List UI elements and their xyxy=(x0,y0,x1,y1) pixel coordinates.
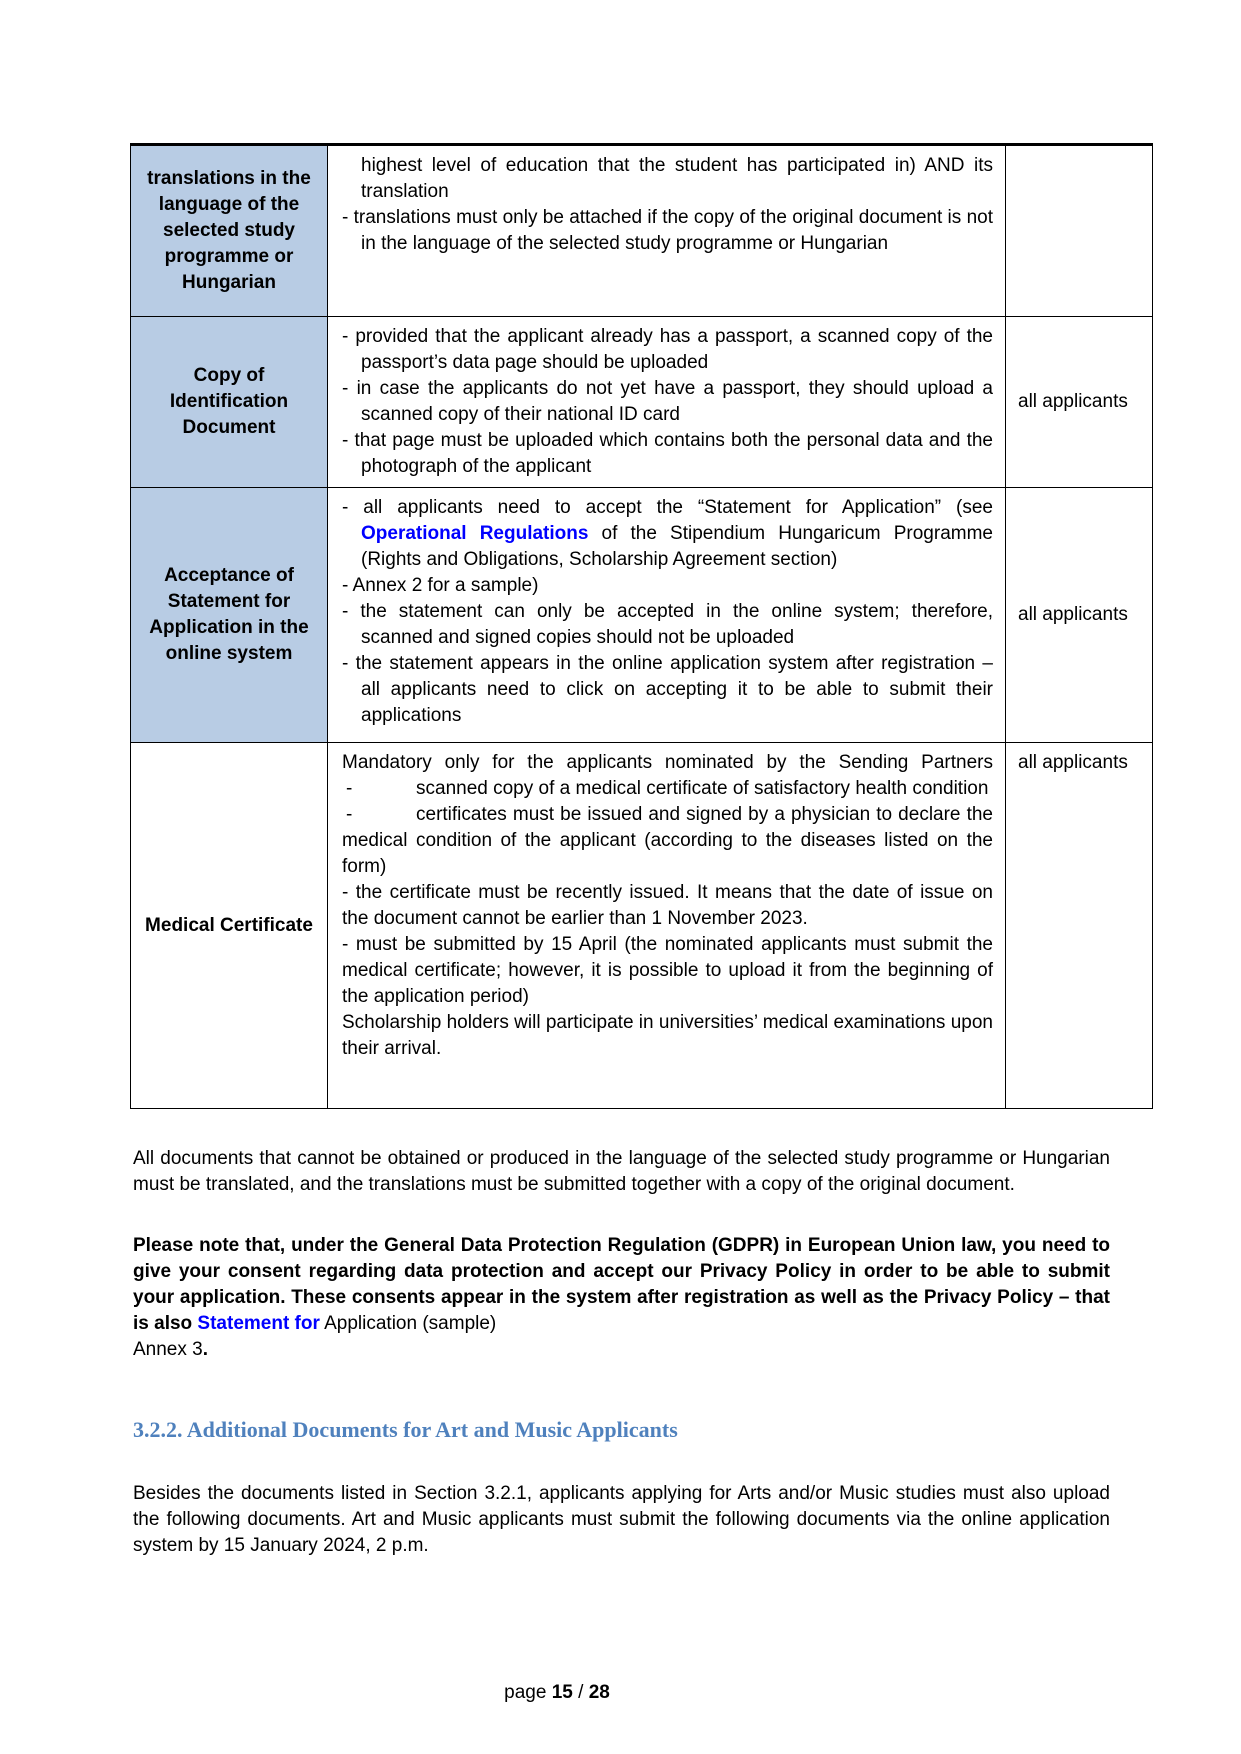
section-heading-3-2-2: 3.2.2. Additional Documents for Art and Music Applicants xyxy=(133,1417,678,1442)
paragraph-text: - all applicants need to accept the “Statement for Application” (see xyxy=(342,497,993,518)
row-content-statement xyxy=(328,488,1006,743)
table-row-translations xyxy=(131,145,1153,317)
operational-regulations-link[interactable]: Operational Regulations xyxy=(361,523,589,544)
table-row-medical xyxy=(131,743,1153,1109)
paragraph: Scholarship holders will participate in universities’ medical examinations upon their arrival. xyxy=(342,1012,993,1059)
table-row-statement xyxy=(131,488,1153,743)
row-content-medical xyxy=(328,743,1006,1109)
paragraph-text: scanned copy of a medical certificate of satisfactory health condition xyxy=(416,778,989,799)
annex-dot: . xyxy=(202,1339,209,1360)
paragraph: highest level of education that the student has participated in) AND its translation xyxy=(361,155,993,202)
paragraph: - the certificate must be recently issued. It means that the date of issue on the document cannot be earlier than 1 November 2023. xyxy=(342,882,993,929)
art-music-intro-paragraph: Besides the documents listed in Section 3.2.1, applicants applying for Arts and/or Music studies must also upload the following documents. Art and Music applicants must submit the following documents via the online application system by 15 January 2024, 2 p.m. xyxy=(133,1483,1110,1556)
annex-reference xyxy=(133,1337,1110,1363)
row-content-identification xyxy=(328,317,1006,488)
paragraph: - translations must only be attached if the copy of the original document is not in the language of the selected study programme or Hungarian xyxy=(342,207,993,254)
footer-prefix: page xyxy=(504,1682,552,1703)
paragraph-text: of the Stipendium Hungaricum Programme (Rights and Obligations, Scholarship Agreement section) xyxy=(361,523,993,570)
paragraph: - in case the applicants do not yet have a passport, they should upload a scanned copy of their national ID card xyxy=(342,378,993,425)
row-label-medical: Medical Certificate xyxy=(131,743,328,1109)
row-label-identification: Copy of Identification Document xyxy=(131,317,328,488)
table-row-identification xyxy=(131,317,1153,488)
paragraph: Mandatory only for the applicants nominated by the Sending Partners xyxy=(342,752,993,773)
row-applicants-medical: all applicants xyxy=(1006,743,1153,1109)
paragraph: - provided that the applicant already has a passport, a scanned copy of the passport’s data page should be uploaded xyxy=(342,326,993,373)
footer-current-page: 15 xyxy=(551,1682,573,1703)
required-documents-table xyxy=(130,143,1153,1109)
page-footer xyxy=(0,1682,1114,1704)
translation-note-paragraph: All documents that cannot be obtained or produced in the language of the selected study programme or Hungarian must be translated, and the translations must be submitted together with a copy of the original document. xyxy=(133,1148,1110,1195)
footer-total-pages: 28 xyxy=(588,1682,610,1703)
statement-for-link[interactable]: Statement for xyxy=(197,1313,320,1334)
paragraph: - must be submitted by 15 April (the nominated applicants must submit the medical certificate; however, it is possible to upload it from the beginning of the application period) xyxy=(342,934,993,1007)
paragraph: - that page must be uploaded which contains both the personal data and the photograph of the applicant xyxy=(342,430,993,477)
paragraph-text: certificates must be issued and signed by a physician to declare the medical condition of the applicant (according to the diseases listed on the form) xyxy=(342,804,993,877)
dash-bullet: - xyxy=(346,778,353,799)
paragraph xyxy=(342,802,993,880)
paragraph: - Annex 2 for a sample) xyxy=(342,575,539,596)
footer-separator: / xyxy=(572,1682,589,1703)
annex-text: Annex 3 xyxy=(133,1339,203,1360)
paragraph xyxy=(342,495,993,573)
gdpr-note-tail: Application (sample) xyxy=(319,1313,497,1334)
gdpr-note-paragraph xyxy=(133,1233,1110,1363)
dash-bullet: - xyxy=(346,804,353,825)
row-applicants-identification: all applicants xyxy=(1006,317,1153,488)
paragraph: - the statement appears in the online application system after registration – all applicants need to click on accepting it to be able to submit their applications xyxy=(342,653,993,726)
gdpr-note-text: Please note that, under the General Data Protection Regulation (GDPR) in European Union law, you need to give your consent regarding data protection and accept our Privacy Policy in order to be able to submit your application. These consents appear in the system after registration as well as the Privacy Policy – that is also xyxy=(133,1235,1110,1334)
paragraph: - the statement can only be accepted in the online system; therefore, scanned and signed copies should not be uploaded xyxy=(342,601,993,648)
paragraph xyxy=(342,776,993,802)
row-applicants-translations xyxy=(1006,145,1153,317)
row-content-translations xyxy=(328,145,1006,317)
row-applicants-statement: all applicants xyxy=(1006,488,1153,743)
row-label-translations: translations in the language of the selected study programme or Hungarian xyxy=(131,145,328,317)
row-label-statement: Acceptance of Statement for Application in the online system xyxy=(131,488,328,743)
